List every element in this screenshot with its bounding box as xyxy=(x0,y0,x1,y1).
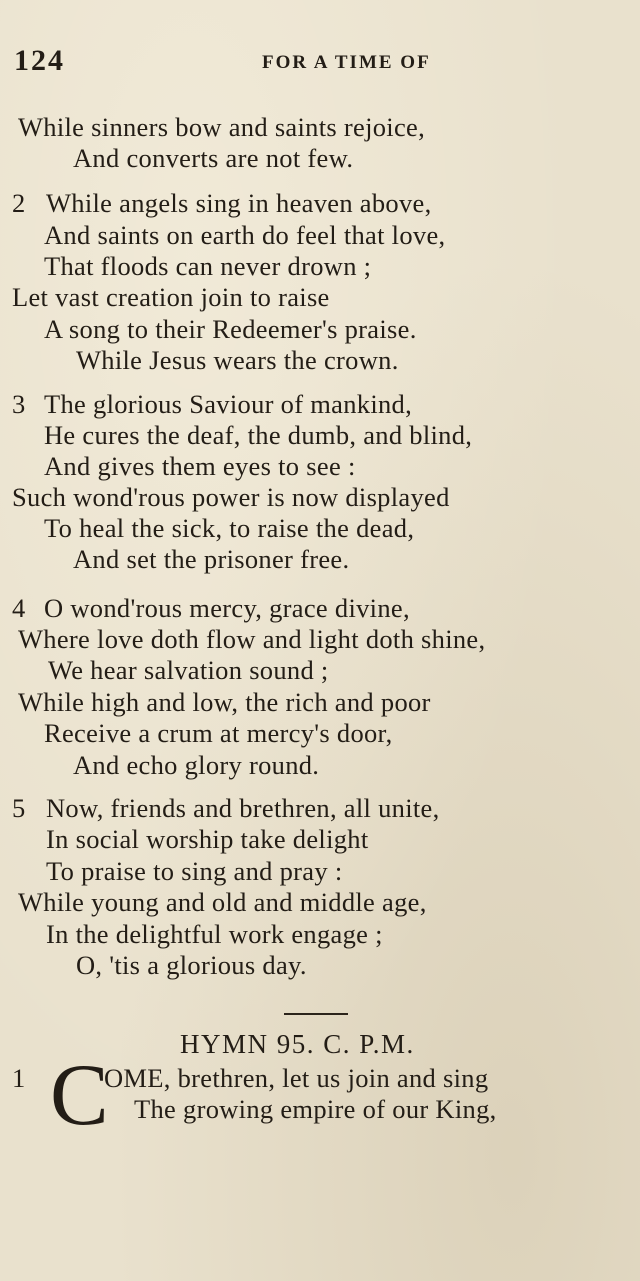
stanza-number: 1 xyxy=(12,1063,26,1093)
stanza-number: 4 xyxy=(12,593,26,623)
verse-line: While Jesus wears the crown. xyxy=(76,345,399,375)
verse-line: While young and old and middle age, xyxy=(18,887,427,917)
verse-line: Now, friends and brethren, all unite, xyxy=(46,793,440,823)
verse-line: Where love doth flow and light doth shine, xyxy=(18,624,486,654)
running-head: FOR A TIME OF xyxy=(262,52,431,73)
section-divider xyxy=(284,1013,348,1015)
verse-line: And gives them eyes to see : xyxy=(44,451,356,481)
verse-line: To heal the sick, to raise the dead, xyxy=(44,513,415,543)
stanza-number: 3 xyxy=(12,389,26,419)
hymn-title: HYMN 95. C. P.M. xyxy=(180,1029,415,1059)
verse-line: To praise to sing and pray : xyxy=(46,856,343,886)
verse-line: We hear salvation sound ; xyxy=(48,655,329,685)
verse-line: A song to their Redeemer's praise. xyxy=(44,314,417,344)
drop-cap: C xyxy=(50,1047,109,1144)
page-header xyxy=(14,44,626,84)
verse-line: OME, brethren, let us join and sing xyxy=(104,1063,489,1093)
verse-line: Let vast creation join to raise xyxy=(12,282,330,312)
verse-line: Such wond'rous power is now displayed xyxy=(12,482,450,512)
verse-line: While high and low, the rich and poor xyxy=(18,687,431,717)
verse-line: Receive a crum at mercy's door, xyxy=(44,718,393,748)
verse-line: He cures the deaf, the dumb, and blind, xyxy=(44,420,473,450)
verse-line: The growing empire of our King, xyxy=(134,1094,497,1124)
verse-line: And set the prisoner free. xyxy=(73,544,350,574)
verse-line: And saints on earth do feel that love, xyxy=(44,220,446,250)
verse-line: While angels sing in heaven above, xyxy=(46,188,432,218)
page-number: 124 xyxy=(14,44,65,77)
verse-line: That floods can never drown ; xyxy=(44,251,372,281)
verse-line: And echo glory round. xyxy=(73,750,320,780)
verse-line: In social worship take delight xyxy=(46,824,369,854)
verse-line: And converts are not few. xyxy=(73,143,354,173)
stanza-number: 5 xyxy=(12,793,26,823)
verse-line: O wond'rous mercy, grace divine, xyxy=(44,593,410,623)
verse-line: O, 'tis a glorious day. xyxy=(76,950,307,980)
verse-line: The glorious Saviour of mankind, xyxy=(44,389,413,419)
verse-line: In the delightful work engage ; xyxy=(46,919,383,949)
verse-line: While sinners bow and saints rejoice, xyxy=(18,112,426,142)
stanza-number: 2 xyxy=(12,188,26,218)
